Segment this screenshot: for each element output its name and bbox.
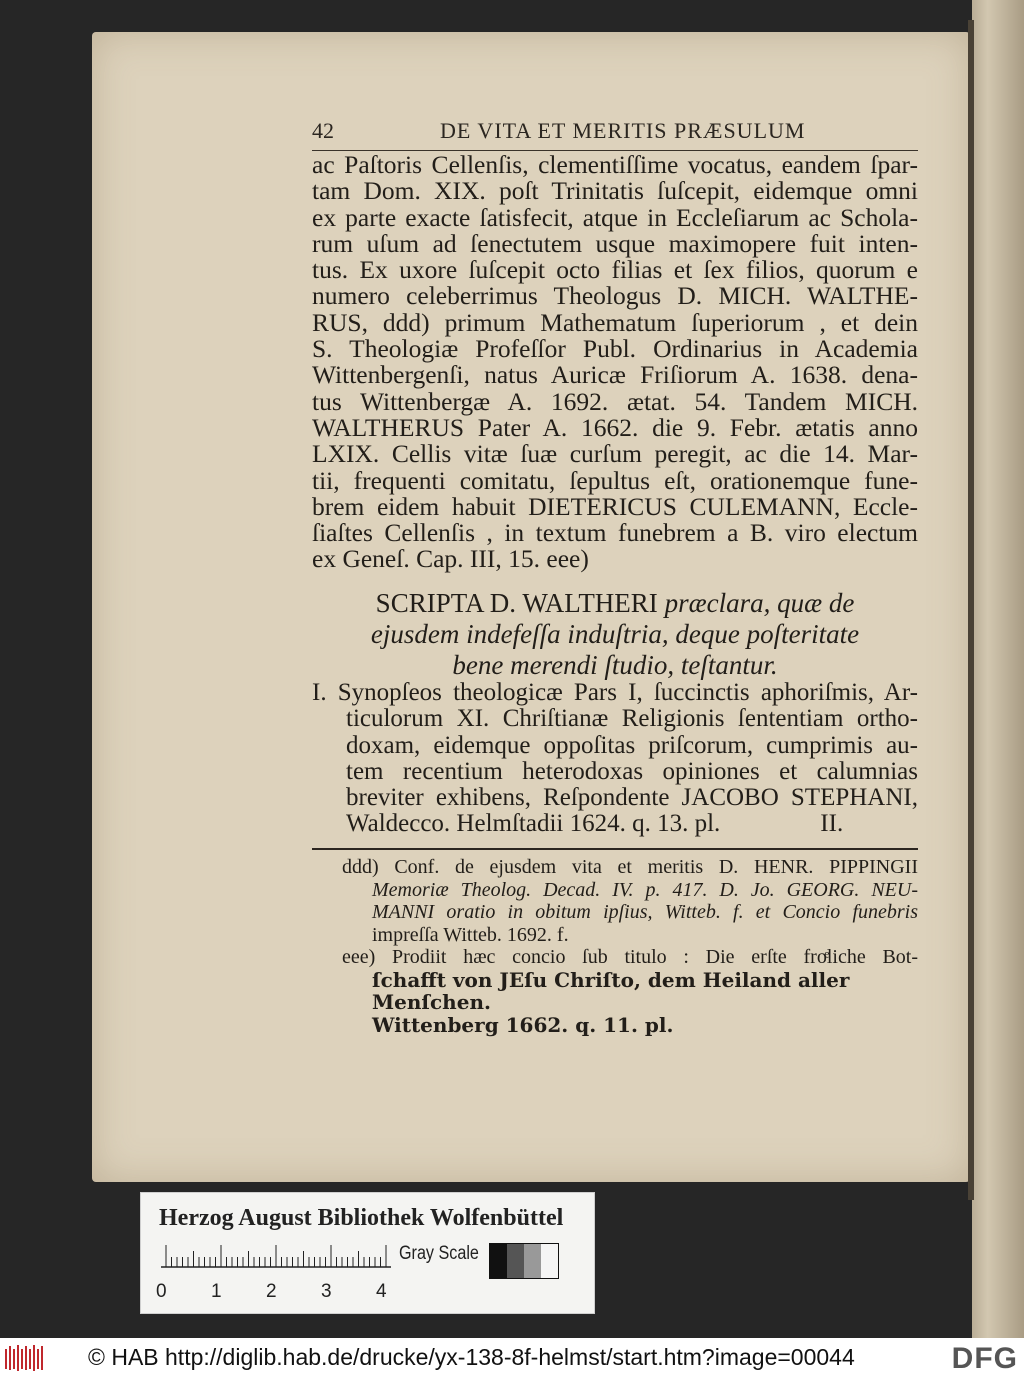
list-item-line: doxam, eidemque oppoſitas priſcorum, cumprimis au- (346, 731, 918, 759)
text-line: WALTHERUS Pater A. 1662. die 9. Febr. ætatis anno (312, 412, 918, 442)
text-line: LXIX. Cellis vitæ ſuæ curſum peregit, ac die 14. Mar- (312, 439, 918, 469)
footnote-line: ddd) Conf. de ejusdem vita et meritis D. HENR. PIPPINGII (342, 856, 918, 878)
footnote-rule (312, 848, 918, 850)
heading-roman: SCRIPTA D. WALTHERI (375, 588, 658, 618)
heading-italic: ejusdem indefeſſa induſtria, deque poſteritate (370, 619, 860, 649)
ruler-number: 3 (321, 1281, 332, 1302)
source-url[interactable]: © HAB http://diglib.hab.de/drucke/yx-138-8f-helmst/start.htm?image=00044 (88, 1344, 855, 1370)
text-line: Wittenbergenſi, natus Auricæ Friſiorum A. 1638. dena- (312, 360, 918, 390)
text-line: tam Dom. XIX. poſt Trinitatis ſuſcepit, eidemque omni (312, 176, 918, 206)
section-heading (312, 588, 918, 681)
viewer-footer (0, 1338, 1024, 1378)
heading-line (312, 619, 918, 650)
list-item-line: tem recentium heterodoxas opiniones et calumnias (346, 757, 918, 785)
text-line: ac Paſtoris Cellenſis, clementiſſime vocatus, eandem ſpar- (312, 150, 918, 179)
library-color-card (140, 1192, 595, 1314)
list-item-line: I. Synopſeos theologicæ Pars I, ſuccinctis aphoriſmis, Ar- (312, 679, 918, 706)
footnote-line: Memoriæ Theolog. Decad. IV. p. 417. D. Jo. GEORG. NEU- (372, 878, 918, 901)
heading-line (312, 588, 918, 619)
library-name: Herzog August Bibliothek Wolfenbüttel (159, 1205, 564, 1231)
footnote-line: eee) Prodiit hæc concio ſub titulo : Die erſte froͤliche Bot- (342, 946, 918, 968)
text-line: tii, frequenti comitatu, ſepultus eſt, orationemque fune- (312, 465, 918, 495)
ruler-number: 1 (211, 1281, 222, 1302)
facing-page-edge (972, 0, 1024, 1338)
footnote-line: ſchafft von JEſu Chriſto, dem Heiland aller Menſchen. (372, 967, 850, 1014)
footnotes (342, 856, 918, 1036)
gray-scale-swatch (489, 1243, 559, 1279)
ruler-scale (161, 1243, 391, 1269)
text-line: tus Wittenbergæ A. 1692. ætat. 54. Tandem MICH. (312, 386, 918, 416)
text-line: S. Theologiæ Profeſſor Publ. Ordinarius in Academia (312, 334, 918, 364)
footnote-line: impreſſa Witteb. 1692. f. (372, 923, 569, 946)
text-line: numero celeberrimus Theologus D. MICH. WALTHE- (312, 281, 918, 311)
body-text (312, 152, 918, 573)
text-line: tus. Ex uxore ſuſcepit octo filias et ſex filios, quorum e (312, 255, 918, 285)
list-item-line: breviter exhibens, Reſpondente JACOBO STEPHANI, (346, 784, 918, 812)
works-list (312, 680, 918, 838)
gray-scale-label: Gray Scale (399, 1243, 479, 1264)
ruler-number: 2 (266, 1281, 277, 1302)
ruler-number: 0 (156, 1281, 167, 1302)
text-line: brem eidem habuit DIETERICUS CULEMANN, Eccle- (312, 491, 918, 521)
page-number: 42 (312, 118, 334, 143)
text-line: rum uſum ad ſenectutem usque maximopere fuit inten- (312, 228, 918, 258)
heading-italic: præclara, quæ de (664, 588, 855, 618)
text-line: RUS, ddd) primum Mathematum ſuperiorum , et dein (312, 307, 918, 337)
footnote-line: MANNI oratio in obitum ipſius, Witteb. f. et Concio funebris (372, 901, 918, 923)
list-item-line: ticulorum XI. Chriſtianæ Religionis ſententiam ortho- (346, 705, 918, 733)
heading-line (312, 650, 918, 681)
list-item-line: Waldecco. Helmſtadii 1624. q. 13. pl. II. (346, 810, 844, 838)
page-edge-shadow (968, 20, 974, 1200)
page-header (312, 118, 918, 152)
heading-italic: bene merendi ſtudio, teſtantur. (452, 650, 778, 680)
text-line: ex parte exacte ſatisfecit, atque in Eccleſiarum ac Schola- (312, 202, 918, 232)
footnote-line: Wittenberg 1662. q. 11. pl. (372, 1012, 674, 1037)
ruler-number: 4 (376, 1281, 387, 1302)
running-title: DE VITA ET MERITIS PRÆSULUM (440, 118, 806, 143)
text-line: ſiaſtes Cellenſis , in textum funebrem a B. viro electum (312, 518, 918, 548)
dfg-logo: DFG (951, 1342, 1018, 1375)
hab-logo-icon (4, 1343, 46, 1373)
text-line: ex Geneſ. Cap. III, 15. eee) (312, 544, 589, 574)
